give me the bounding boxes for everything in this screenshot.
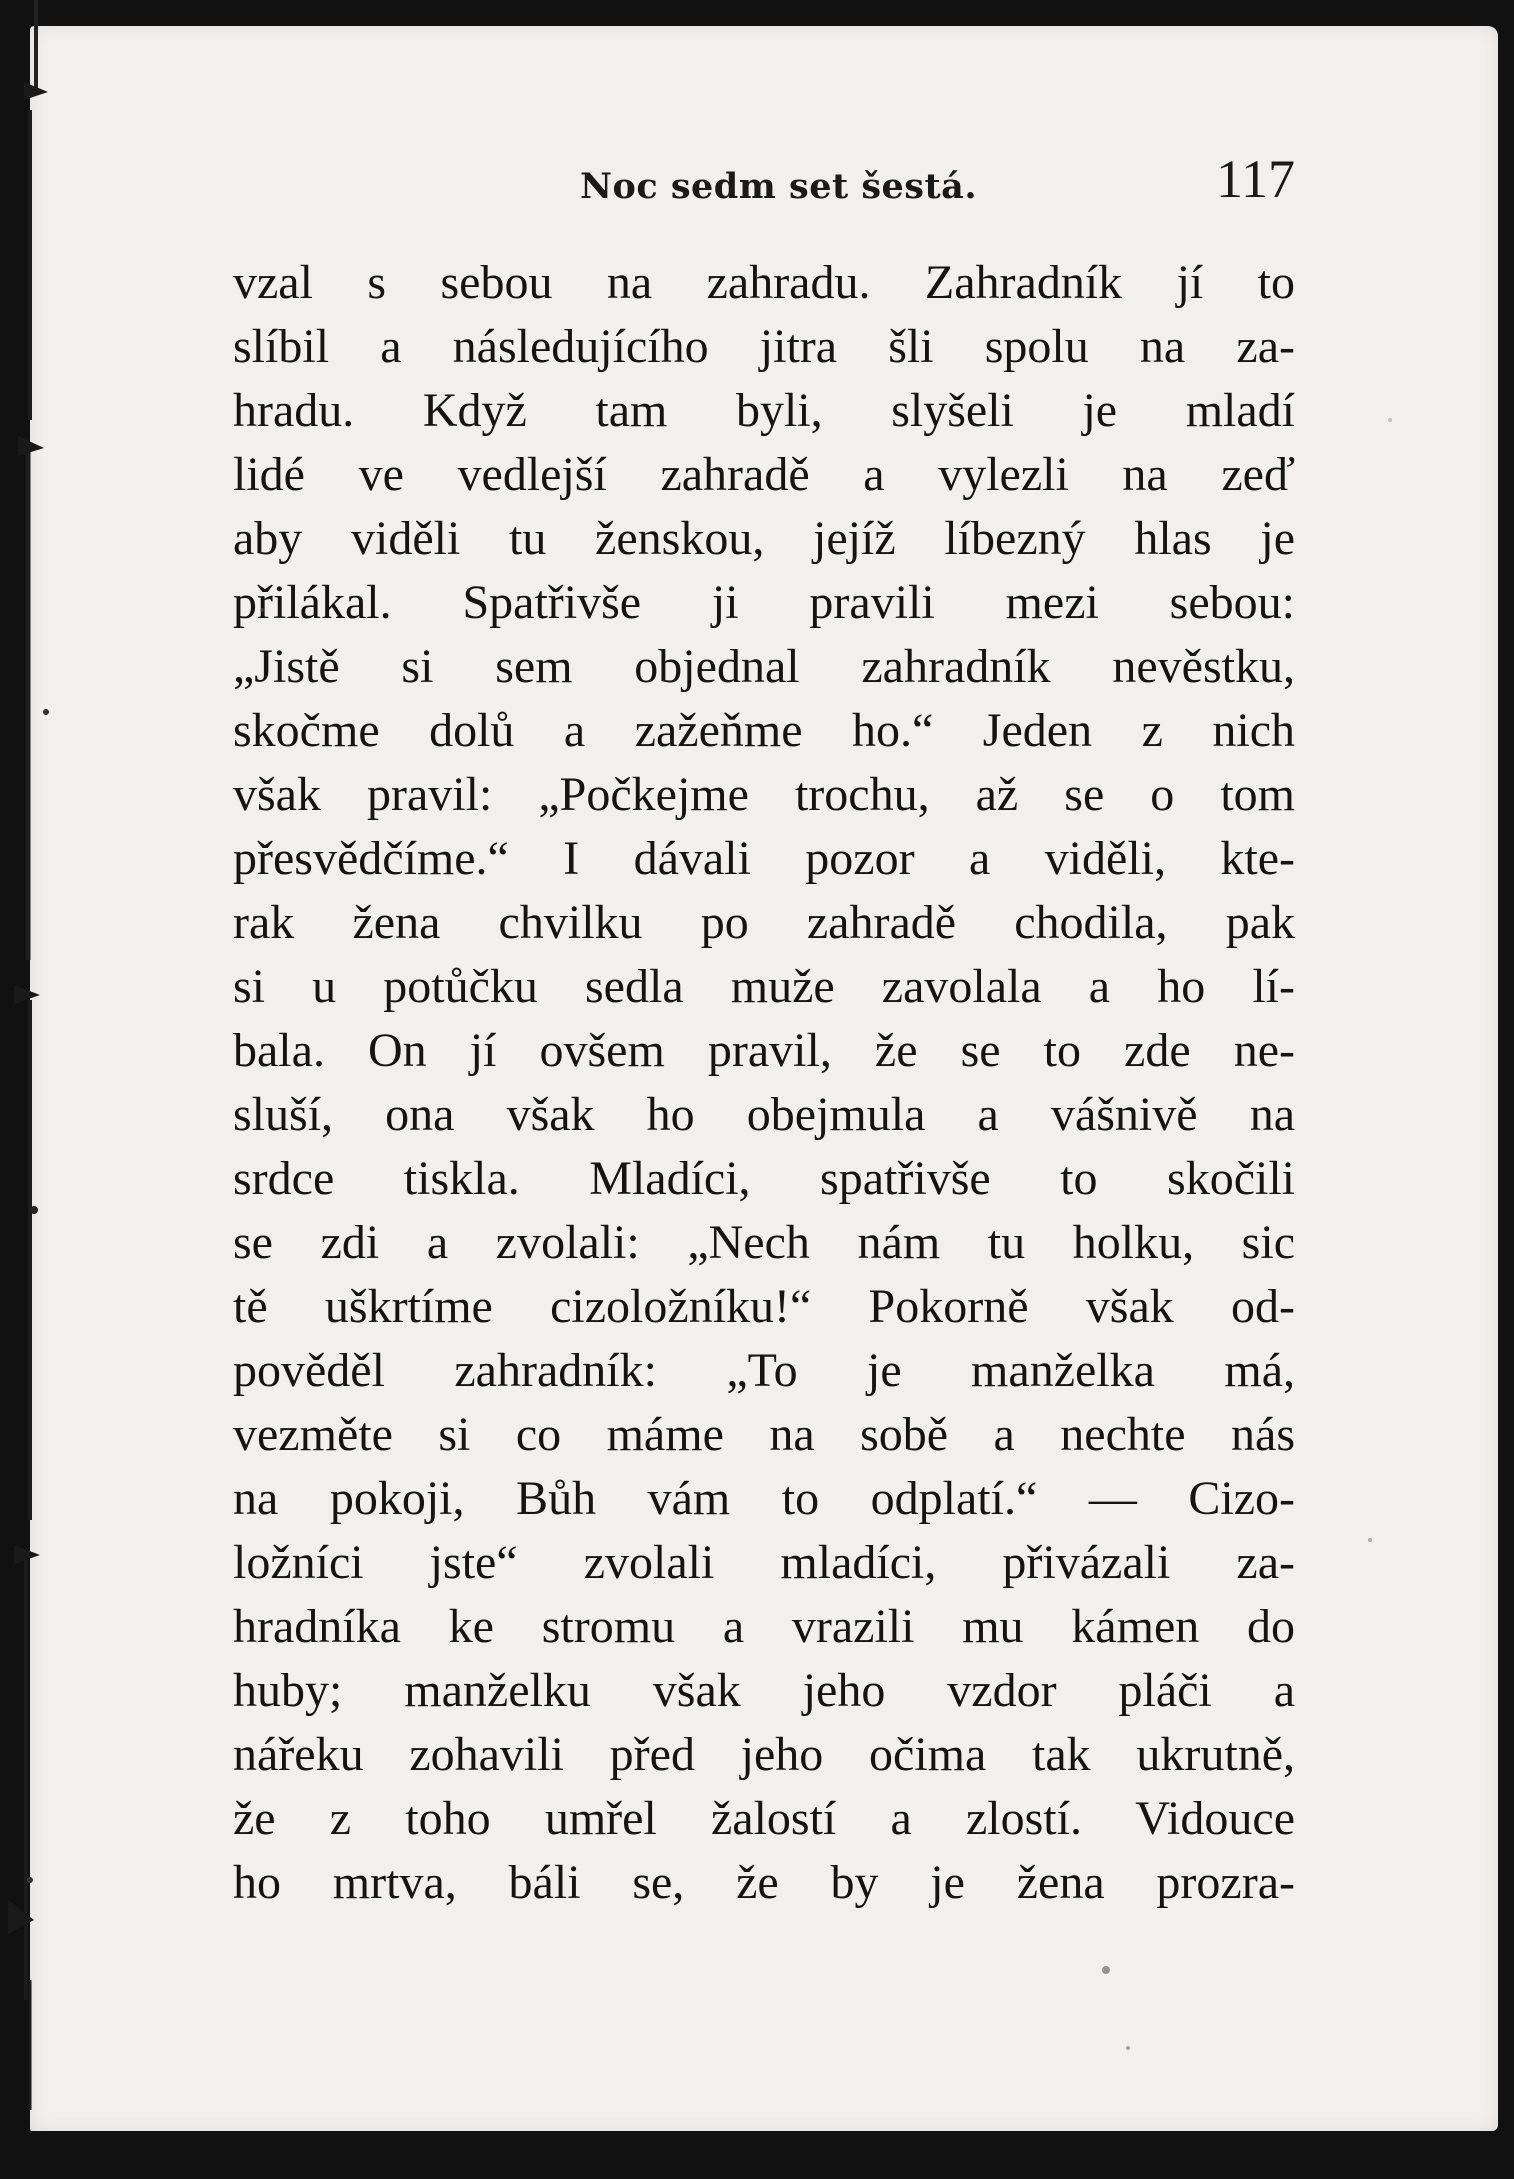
text-line: aby viděli tu ženskou, jejíž líbezný hlas je	[233, 512, 1295, 565]
text-line: sluší, ona však ho obejmula a vášnivě na	[233, 1088, 1295, 1141]
text-line: však pravil: „Počkejme trochu, až se o tom	[233, 768, 1295, 821]
body-text	[233, 251, 1295, 1915]
text-line: nářeku zohavili před jeho očima tak ukrutně,	[233, 1728, 1295, 1781]
text-line: hradníka ke stromu a vrazili mu kámen do	[233, 1600, 1295, 1653]
text-line: hradu. Když tam byli, slyšeli je mladí	[233, 384, 1295, 437]
page-header	[230, 148, 1295, 208]
text-line: na pokoji, Bůh vám to odplatí.“ — Cizo-	[233, 1472, 1295, 1525]
text-line: rak žena chvilku po zahradě chodila, pak	[233, 896, 1295, 949]
text-line: slíbil a následujícího jitra šli spolu na za-	[233, 320, 1295, 373]
text-line: se zdi a zvolali: „Nech nám tu holku, sic	[233, 1216, 1295, 1269]
running-title: Noc sedm set šestá.	[580, 166, 978, 207]
text-line: tě uškrtíme cizoložníku!“ Pokorně však od-	[233, 1280, 1295, 1333]
text-line: přilákal. Spatřivše ji pravili mezi sebou:	[233, 576, 1295, 629]
text-line: huby; manželku však jeho vzdor pláči a	[233, 1664, 1295, 1717]
text-line: ho mrtva, báli se, že by je žena prozra-	[233, 1856, 1295, 1909]
text-line: lidé ve vedlejší zahradě a vylezli na zeď	[233, 448, 1295, 501]
text-line: „Jistě si sem objednal zahradník nevěstku,	[233, 640, 1295, 693]
text-line: vezměte si co máme na sobě a nechte nás	[233, 1408, 1295, 1461]
text-line: bala. On jí ovšem pravil, že se to zde ne-	[233, 1024, 1295, 1077]
text-line: pověděl zahradník: „To je manželka má,	[233, 1344, 1295, 1397]
text-line: srdce tiskla. Mladíci, spatřivše to skočili	[233, 1152, 1295, 1205]
book-page	[30, 26, 1498, 2131]
text-line: skočme dolů a zažeňme ho.“ Jeden z nich	[233, 704, 1295, 757]
text-line: že z toho umřel žalostí a zlostí. Vidouce	[233, 1792, 1295, 1845]
text-line: přesvědčíme.“ I dávali pozor a viděli, kte-	[233, 832, 1295, 885]
text-line: si u potůčku sedla muže zavolala a ho lí-	[233, 960, 1295, 1013]
text-line: vzal s sebou na zahradu. Zahradník jí to	[233, 256, 1295, 309]
text-line: ložníci jste“ zvolali mladíci, přivázali za-	[233, 1536, 1295, 1589]
page-number: 117	[1216, 149, 1295, 209]
